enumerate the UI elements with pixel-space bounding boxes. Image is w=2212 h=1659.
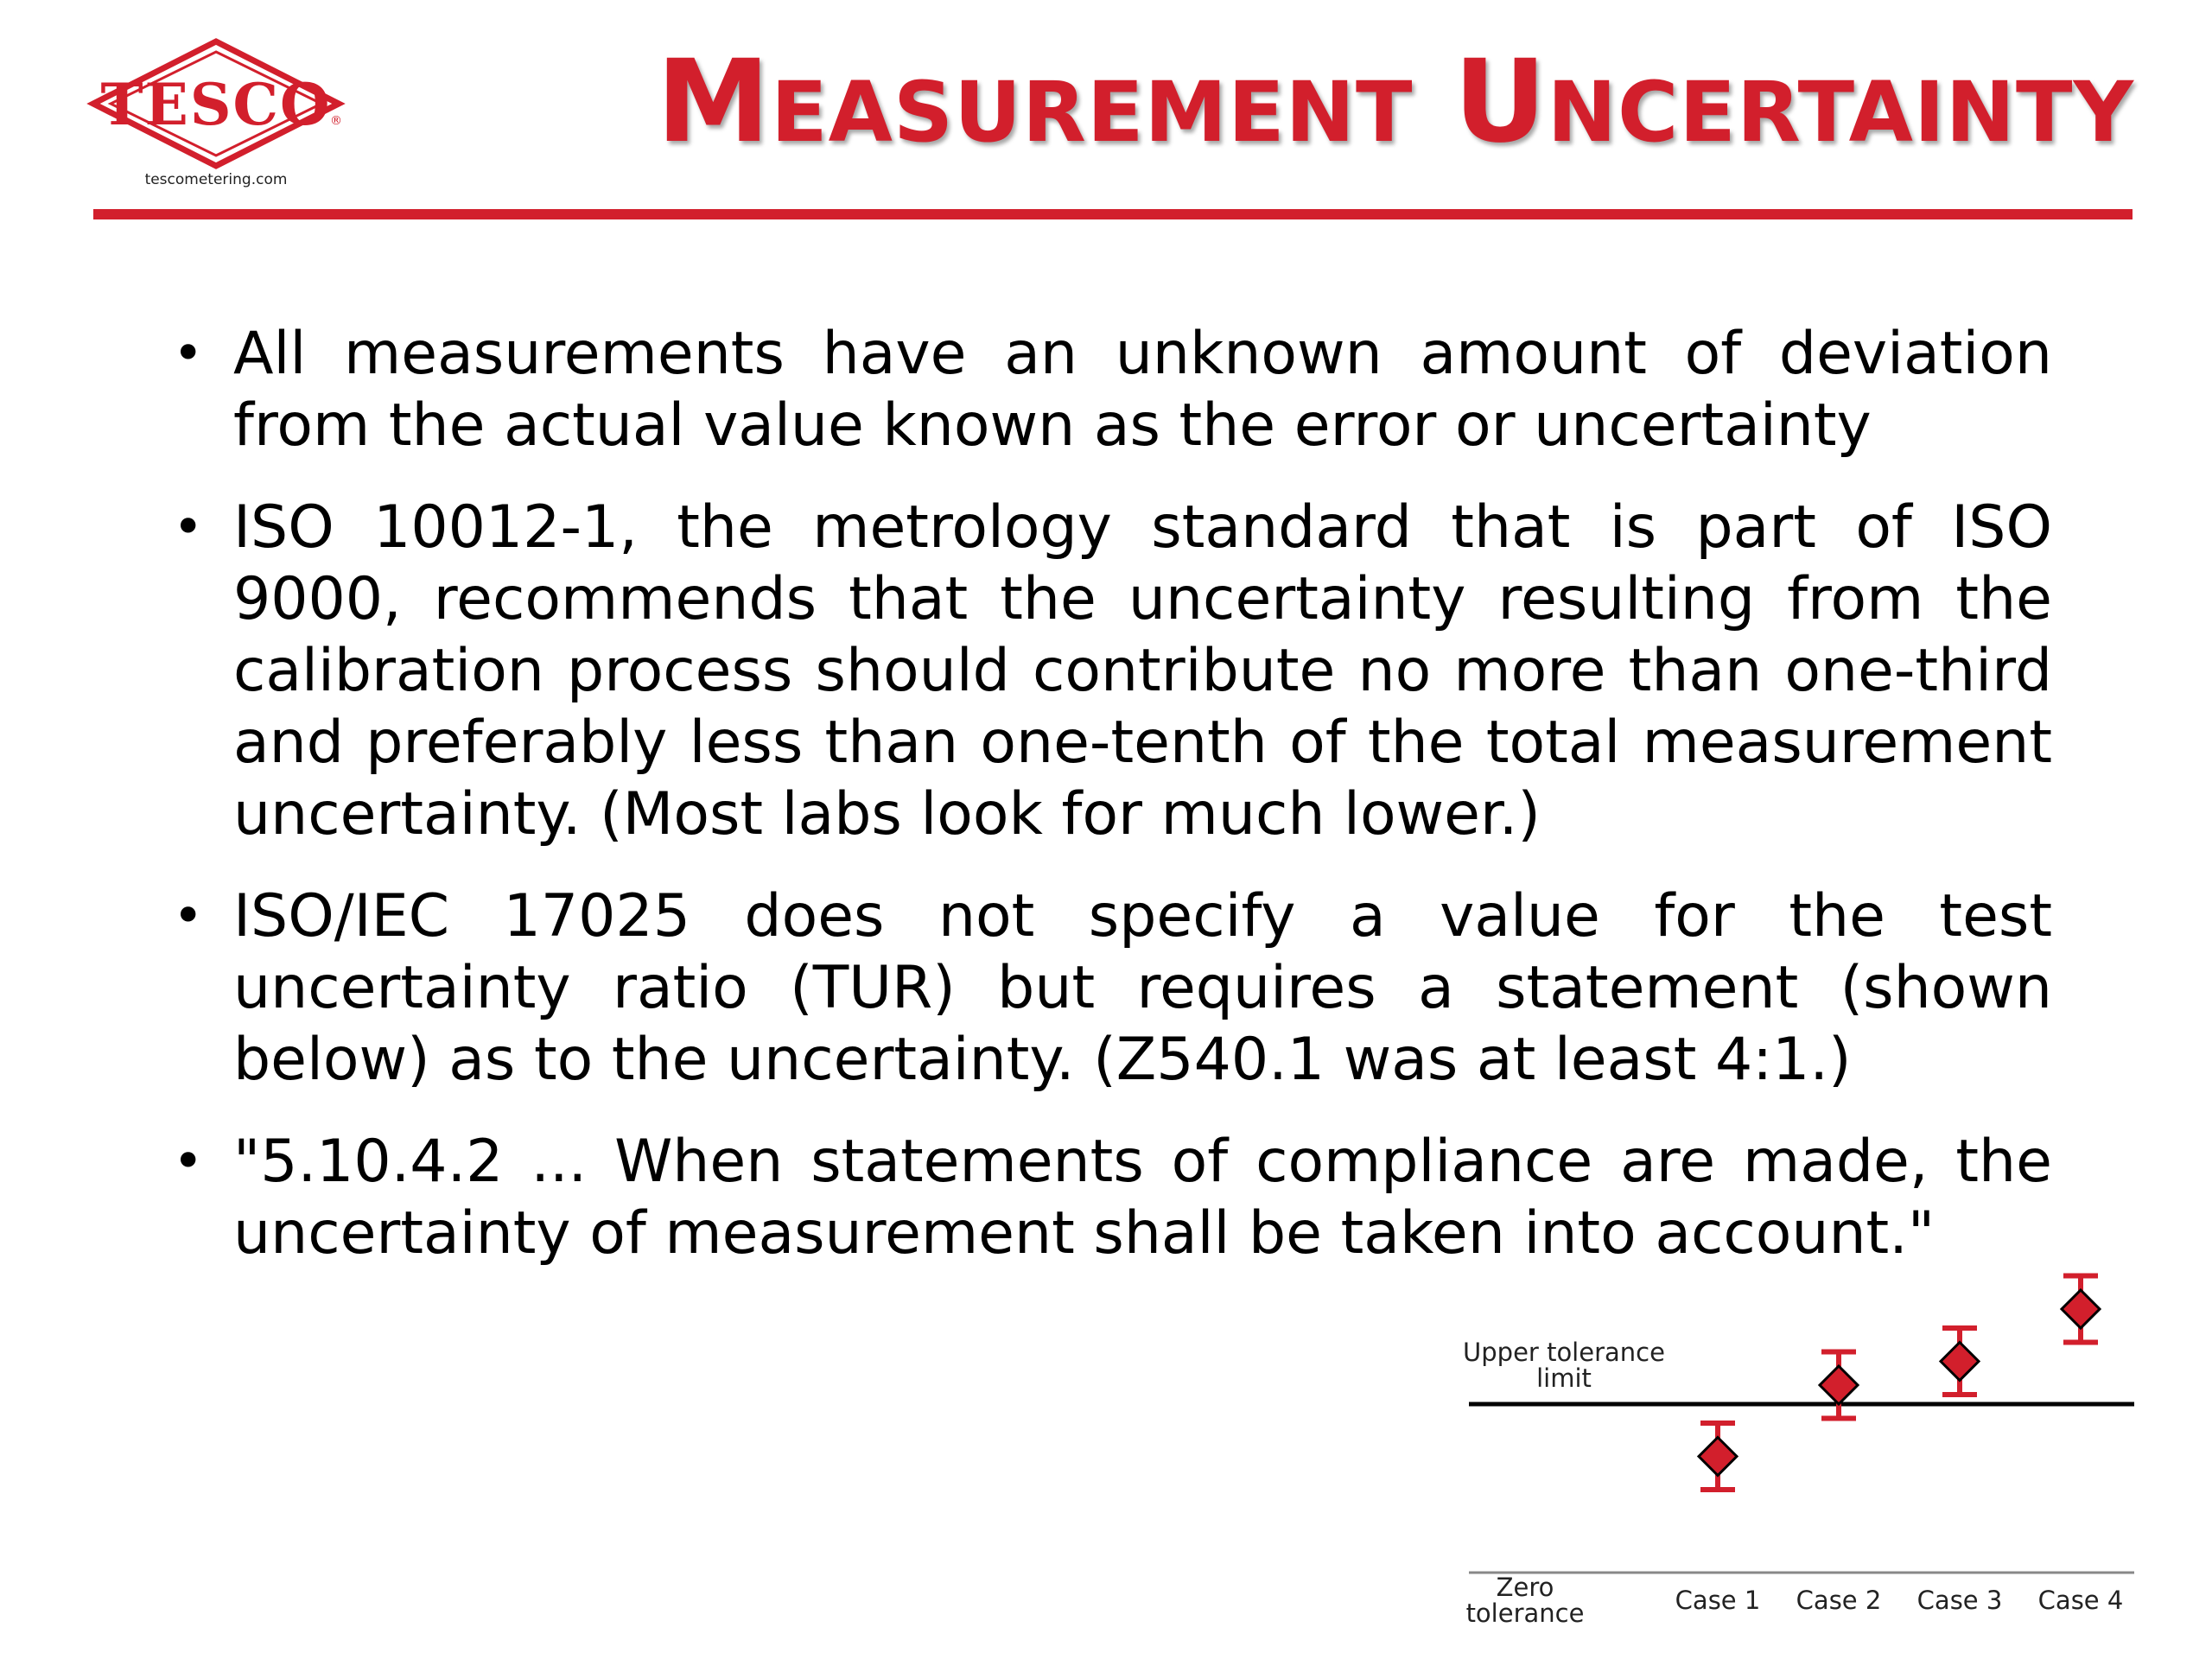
- zero-tolerance-label: [1460, 1574, 1590, 1626]
- upper-tolerance-label: [1460, 1339, 1668, 1391]
- title-word-1-rest: EASUREMENT: [771, 64, 1414, 161]
- zero-tolerance-label-line1: Zero: [1496, 1573, 1554, 1602]
- page-title: [656, 35, 2134, 168]
- title-word-1-initial: M: [656, 35, 772, 168]
- title-word-2-rest: NCERTAINTY: [1547, 64, 2134, 161]
- bullet-list: [173, 318, 2052, 1300]
- title-word-2-initial: U: [1453, 35, 1548, 168]
- zero-tolerance-label-line2: tolerance: [1465, 1599, 1585, 1628]
- tesco-logo: [86, 35, 354, 199]
- tesco-diamond-logo-icon: [86, 35, 346, 173]
- svg-text:®: ®: [330, 114, 342, 128]
- bullet-item: • All measurements have an unknown amount of deviation from the actual value known as the error or uncertainty: [173, 318, 2052, 461]
- bullet-item: • ISO/IEC 17025 does not specify a value for the test uncertainty ratio (TUR) but requires a statement (shown below) as to the uncertainty. (Z540.1 was at least 4:1.): [173, 880, 2052, 1096]
- case-marker-4: [2062, 1276, 2100, 1343]
- bullet-item: • ISO 10012-1, the metrology standard that is part of ISO 9000, recommends that the uncertainty resulting from the calibration process should contribute no more than one-third and preferably less than one-tenth of the total measurement uncertainty. (Most labs look for much lower.): [173, 492, 2052, 850]
- case-label-1: Case 1: [1675, 1586, 1761, 1615]
- case-label-2: Case 2: [1796, 1586, 1882, 1615]
- case-label-3: Case 3: [1916, 1586, 2003, 1615]
- upper-tolerance-label-line2: limit: [1536, 1363, 1592, 1393]
- logo-url: tescometering.com: [144, 171, 288, 188]
- case-marker-2: [1820, 1352, 1858, 1419]
- uncertainty-figure: [1452, 1253, 2143, 1633]
- case-marker-1: [1699, 1423, 1737, 1490]
- case-marker-3: [1941, 1328, 1979, 1395]
- case-label-4: Case 4: [2037, 1586, 2124, 1615]
- svg-text:TESCO: TESCO: [100, 71, 332, 138]
- bullet-item: • "5.10.4.2 ... When statements of compliance are made, the uncertainty of measurement shall be taken into account.": [173, 1126, 2052, 1269]
- title-divider: [93, 209, 2133, 219]
- upper-tolerance-label-line1: Upper tolerance: [1463, 1338, 1665, 1367]
